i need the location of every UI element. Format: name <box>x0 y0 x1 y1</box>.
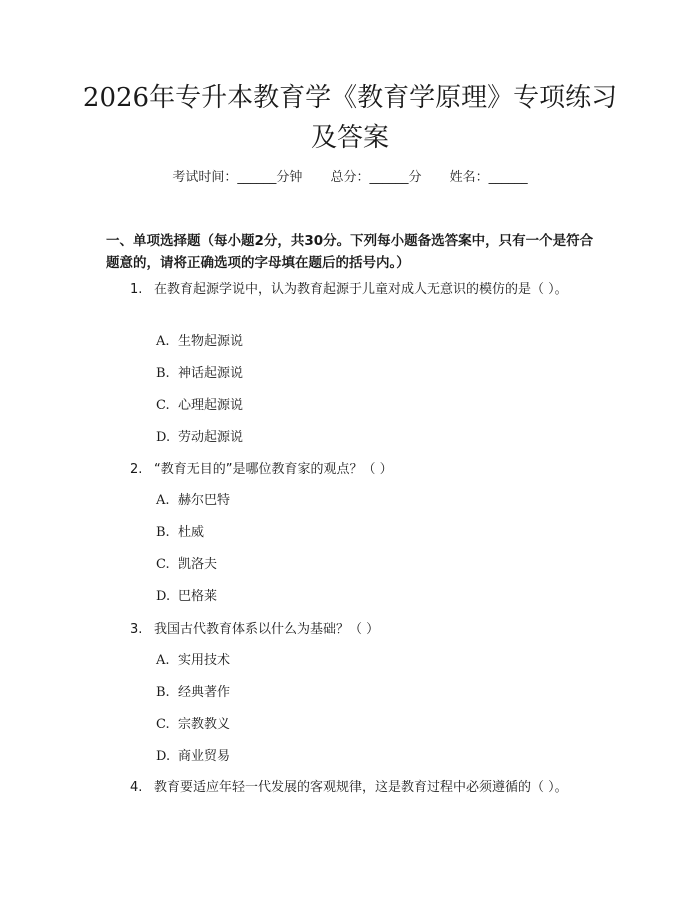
question-2 <box>106 459 606 481</box>
option-1a <box>156 332 243 352</box>
name-label: 姓名：______ <box>449 170 528 185</box>
option-letter: A. <box>156 653 170 668</box>
option-3a <box>156 651 230 671</box>
option-1c <box>156 396 243 416</box>
exam-time-label: 考试时间：______分钟 <box>172 170 303 185</box>
option-text: 赫尔巴特 <box>178 493 231 508</box>
option-letter: B. <box>156 525 170 540</box>
option-2d <box>156 587 217 607</box>
option-text: 凯洛夫 <box>178 557 218 572</box>
question-text: 我国古代教育体系以什么为基础？（ ） <box>154 622 380 637</box>
option-letter: C. <box>156 557 170 572</box>
option-letter: A. <box>156 334 170 349</box>
option-letter: D. <box>156 749 171 764</box>
question-text: 在教育起源学说中，认为教育起源于儿童对成人无意识的模仿的是（ ）。 <box>154 282 568 297</box>
question-number: 4. <box>130 780 143 795</box>
option-letter: C. <box>156 398 170 413</box>
question-4 <box>106 777 606 799</box>
exam-meta <box>0 168 700 188</box>
option-2a <box>156 491 230 511</box>
question-text: “教育无目的”是哪位教育家的观点？（ ） <box>154 462 393 477</box>
document-title: 2026年专升本教育学《教育学原理》专项练习及答案 <box>82 83 618 153</box>
option-letter: B. <box>156 685 170 700</box>
option-text: 心理起源说 <box>178 398 244 413</box>
option-text: 经典著作 <box>178 685 231 700</box>
option-3b <box>156 683 230 703</box>
question-number: 3. <box>130 622 143 637</box>
option-1d <box>156 428 243 448</box>
option-text: 实用技术 <box>178 653 231 668</box>
section-heading: 一、单项选择题（每小题2分，共30分。下列每小题备选答案中，只有一个是符合题意的，请将正确选项的字母填在题后的括号内。） <box>106 233 594 271</box>
option-text: 巴格莱 <box>178 589 218 604</box>
option-text: 宗教教义 <box>178 717 231 732</box>
option-2c <box>156 555 217 575</box>
option-letter: A. <box>156 493 170 508</box>
option-3c <box>156 715 230 735</box>
option-letter: D. <box>156 430 171 445</box>
option-text: 生物起源说 <box>178 334 244 349</box>
option-3d <box>156 747 230 767</box>
option-2b <box>156 523 204 543</box>
option-letter: C. <box>156 717 170 732</box>
option-text: 劳动起源说 <box>178 430 244 445</box>
question-text: 教育要适应年轻一代发展的客观规律，这是教育过程中必须遵循的（ ）。 <box>154 780 568 795</box>
question-number: 2. <box>130 462 143 477</box>
option-letter: B. <box>156 366 170 381</box>
question-1 <box>106 279 606 301</box>
question-number: 1. <box>130 282 143 297</box>
option-text: 杜威 <box>178 525 205 540</box>
option-letter: D. <box>156 589 171 604</box>
option-text: 神话起源说 <box>178 366 244 381</box>
total-score-label: 总分：______分 <box>330 170 422 185</box>
option-1b <box>156 364 243 384</box>
question-3 <box>106 619 606 641</box>
option-text: 商业贸易 <box>178 749 231 764</box>
